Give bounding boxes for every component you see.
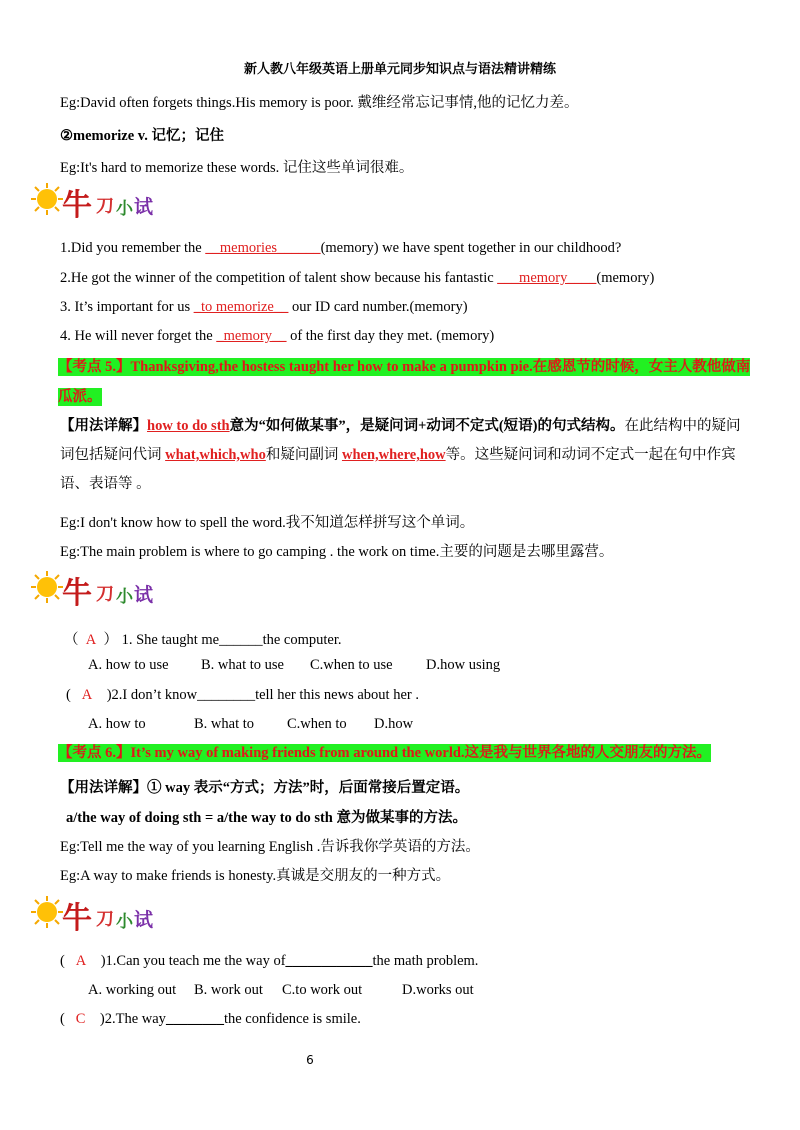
key-point-5 (58, 352, 758, 412)
quiz-item: ( C )2.The way________the confidence is smile. (60, 1011, 361, 1027)
quiz-item: （ A ） 1. She taught me______the computer. (64, 632, 342, 648)
usage-structure: how to do sth (147, 418, 230, 434)
quiz-item: ( A )1.Can you teach me the way of____________the math problem. (60, 953, 479, 969)
option: C.when to use (310, 657, 393, 673)
example-sentence: Eg:Tell me the way of you learning English .告诉我你学英语的方法。 (60, 839, 480, 855)
quiz-section-heading (30, 570, 170, 610)
section-title-char: 牛 (62, 576, 92, 611)
answer-letter: A (81, 687, 93, 703)
quiz-item: 4. He will never forget the _memory__ of the first day they met. (memory) (60, 328, 495, 344)
key-point-tag: 【考点 5.】 (58, 359, 131, 375)
key-point-text: Thanksgiving,the hostess taught her how to make a pumpkin pie. (130, 359, 533, 375)
option: D.how (374, 716, 414, 732)
option-row (88, 657, 500, 674)
blank: ________ (165, 1011, 224, 1027)
interrogative-pronouns: what,which,who (165, 447, 266, 463)
option: C.when to (287, 716, 347, 732)
option: A. how to use (88, 657, 169, 673)
section-title-char: 刀 (96, 909, 114, 930)
option: B. work out (194, 982, 263, 998)
quiz-item: ( A )2.I don’t know________tell her this news about her . (66, 687, 419, 703)
sun-icon (30, 570, 64, 604)
option: B. what to (194, 716, 255, 732)
section-title-char: 试 (134, 584, 154, 606)
example-sentence: Eg:A way to make friends is honesty.真诚是交朋友的一种方式。 (60, 868, 451, 884)
example-sentence: Eg:It's hard to memorize these words. 记住这些单词很难。 (60, 160, 414, 176)
vocab-heading: ②memorize v. 记忆；记住 (60, 128, 225, 144)
quiz-section-heading (30, 895, 170, 935)
key-point-translation: 这是我与世界各地的人交朋友的方法。 (464, 745, 712, 761)
section-title-char: 牛 (62, 901, 92, 936)
option: C.to work out (282, 982, 363, 998)
key-point-tag: 【考点 6.】 (58, 745, 131, 761)
answer-letter: A (85, 632, 97, 648)
option: D.works out (402, 982, 474, 998)
key-point-6 (58, 738, 758, 768)
sun-icon (30, 895, 64, 929)
usage-explanation: 【用法详解】how to do sth意为“如何做某事”，是疑问词+动词不定式(短语)的句式结构。在此结构中的疑问词包括疑问代词 what,which,who和疑问副词 when,where,how等。这些疑问词和动词不定式一起在句中作宾语、表语等 。 (60, 418, 741, 492)
section-title-char: 小 (116, 912, 133, 932)
answer-blank: _memory__ (216, 328, 287, 344)
answer-blank: ___memory____ (497, 270, 597, 286)
section-title-char: 刀 (96, 584, 114, 605)
section-title-char: 牛 (62, 188, 92, 223)
example-sentence: Eg:I don't know how to spell the word.我不知道怎样拼写这个单词。 (60, 515, 475, 531)
section-title-char: 小 (116, 587, 133, 607)
blank: ____________ (285, 953, 373, 969)
answer-letter: C (75, 1011, 86, 1027)
usage-structure: a/the way of doing sth = a/the way to do sth 意为做某事的方法。 (66, 810, 467, 826)
option-row (88, 982, 474, 999)
answer-blank: _to memorize__ (193, 299, 289, 315)
section-title-char: 试 (134, 196, 154, 218)
option: B. what to use (201, 657, 284, 673)
sun-icon (30, 182, 64, 216)
usage-explanation: 【用法详解】① way 表示“方式；方法”时，后面常接后置定语。 (60, 780, 470, 796)
example-sentence: Eg:David often forgets things.His memory is poor. 戴维经常忘记事情,他的记忆力差。 (60, 95, 579, 111)
quiz-item: 1.Did you remember the __memories______(memory) we have spent together in our childhood? (60, 240, 622, 256)
key-point-translation: 在感恩节的时候，女主人教他做南瓜派。 (58, 359, 751, 405)
section-title-char: 小 (116, 199, 133, 219)
answer-letter: A (75, 953, 87, 969)
page-number: 6 (306, 1053, 314, 1067)
option: A. working out (88, 982, 177, 998)
quiz-item: 2.He got the winner of the competition of talent show because his fantastic ___memory____(memory) (60, 270, 655, 286)
page-header: 新人教八年级英语上册单元同步知识点与语法精讲精练 (243, 62, 556, 77)
usage-tag: 【用法详解】 (60, 780, 147, 796)
quiz-item: 3. It’s important for us _to memorize__ our ID card number.(memory) (60, 299, 468, 315)
option: A. how to (88, 716, 146, 732)
answer-blank: __memories______ (205, 240, 321, 256)
quiz-section-heading (30, 182, 170, 222)
interrogative-adverbs: when,where,how (341, 447, 446, 463)
section-title-char: 刀 (96, 196, 114, 217)
option: D.how using (426, 657, 501, 673)
example-sentence: Eg:The main problem is where to go camping . the work on time.主要的问题是去哪里露营。 (60, 544, 614, 560)
option-row (88, 716, 413, 733)
usage-tag: 【用法详解】 (60, 418, 147, 434)
section-title-char: 试 (134, 909, 154, 931)
key-point-text: It’s my way of making friends from around the world. (130, 745, 465, 761)
